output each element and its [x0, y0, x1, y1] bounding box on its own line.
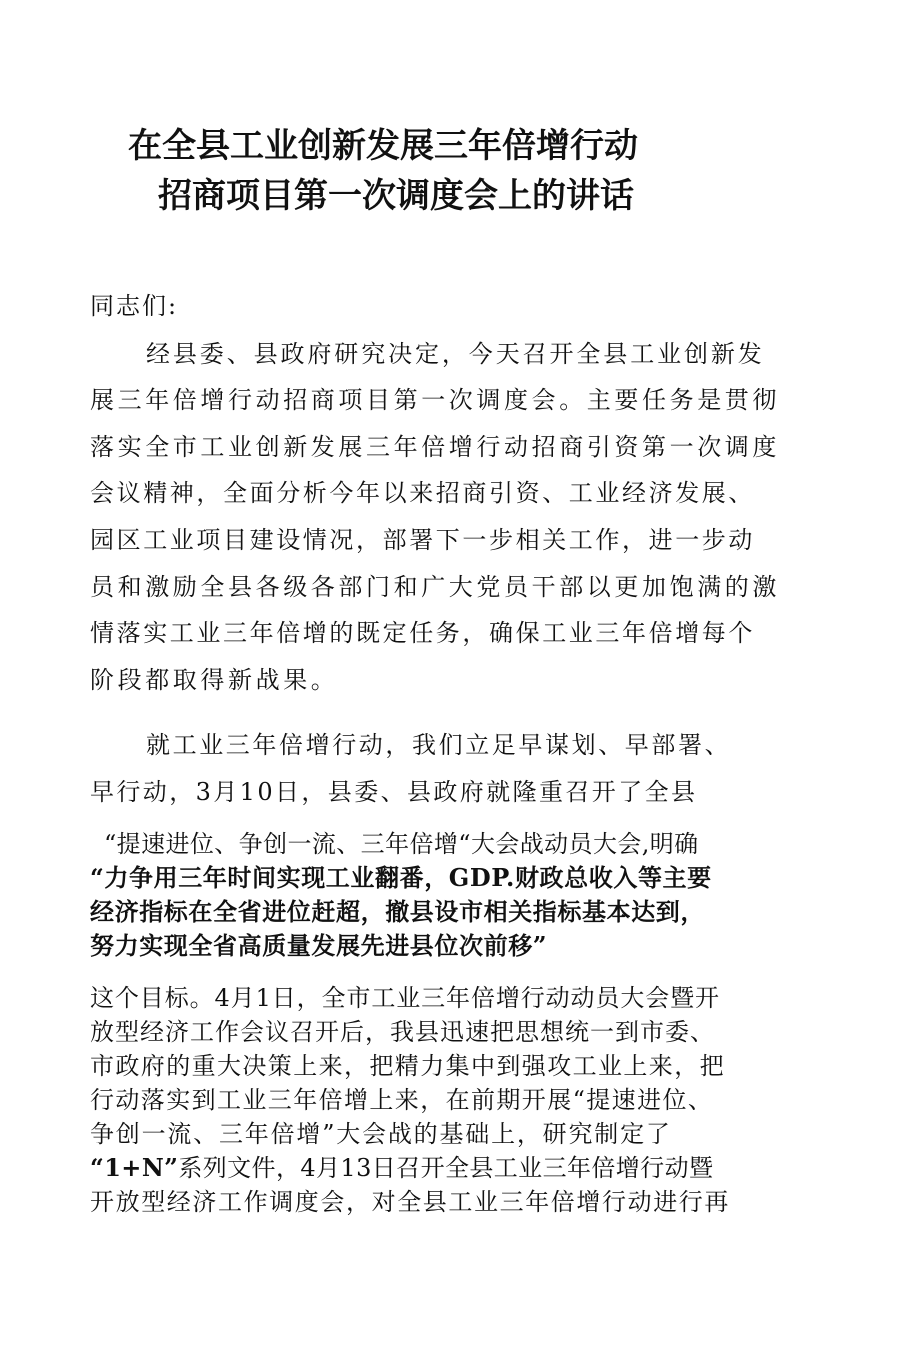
para3-line-1: “提速进位、争创一流、三年倍增“大会战动员大会,明确 — [104, 830, 699, 858]
para1-line-8: 阶段都取得新战果。 — [90, 666, 339, 694]
para4-line-1: 这个目标。4月1日，全市工业三年倍增行动动员大会暨开 — [90, 984, 720, 1012]
para4-line-4: 行动落实到工业三年倍增上来，在前期开展“提速进位、 — [90, 1086, 714, 1114]
para4-line-3: 市政府的重大决策上来，把精力集中到强攻工业上来，把 — [90, 1052, 725, 1080]
para1-line-3: 落实全市工业创新发展三年倍增行动招商引资第一次调度 — [90, 433, 780, 461]
series-docs-bold: “1+N” — [90, 1153, 179, 1182]
para1-line-5: 园区工业项目建设情况，部署下一步相关工作，进一步动 — [90, 526, 755, 554]
para4-line-5: 争创一流、三年倍增”大会战的基础上，研究制定了 — [90, 1120, 672, 1148]
salutation: 同志们: — [90, 292, 179, 320]
para1-line-7: 情落实工业三年倍增的既定任务，确保工业三年倍增每个 — [90, 619, 755, 647]
para4-line-6-rest: 系列文件，4月13日召开全县工业三年倍增行动暨 — [178, 1154, 714, 1182]
para1-line-4: 会议精神，全面分析今年以来招商引资、工业经济发展、 — [90, 479, 755, 507]
para1-line-2: 展三年倍增行动招商项目第一次调度会。主要任务是贯彻 — [90, 386, 780, 414]
title-line-2: 招商项目第一次调度会上的讲话 — [158, 176, 634, 216]
para3-emphasis-line-2: 经济指标在全省进位赶超，撤县设市相关指标基本达到， — [90, 897, 705, 926]
para2-line-2: 早行动，3月10日，县委、县政府就隆重召开了全县 — [90, 778, 698, 806]
para3-emphasis-line-3: 努力实现全省高质量发展先进县位次前移” — [90, 931, 548, 960]
para4-line-7: 开放型经济工作调度会，对全县工业三年倍增行动进行再 — [90, 1188, 730, 1216]
para1-line-6: 员和激励全县各级各部门和广大党员干部以更加饱满的激 — [90, 573, 780, 601]
para3-emphasis-line-1: “力争用三年时间实现工业翻番，GDP.财政总收入等主要 — [90, 863, 712, 892]
para2-line-1: 就工业三年倍增行动，我们立足早谋划、早部署、 — [146, 731, 732, 759]
para1-line-1: 经县委、县政府研究决定，今天召开全县工业创新发 — [146, 340, 765, 368]
para4-line-6 — [90, 1152, 713, 1184]
para4-line-2: 放型经济工作会议召开后，我县迅速把思想统一到市委、 — [90, 1018, 715, 1046]
title-line-1: 在全县工业创新发展三年倍增行动 — [128, 126, 638, 166]
